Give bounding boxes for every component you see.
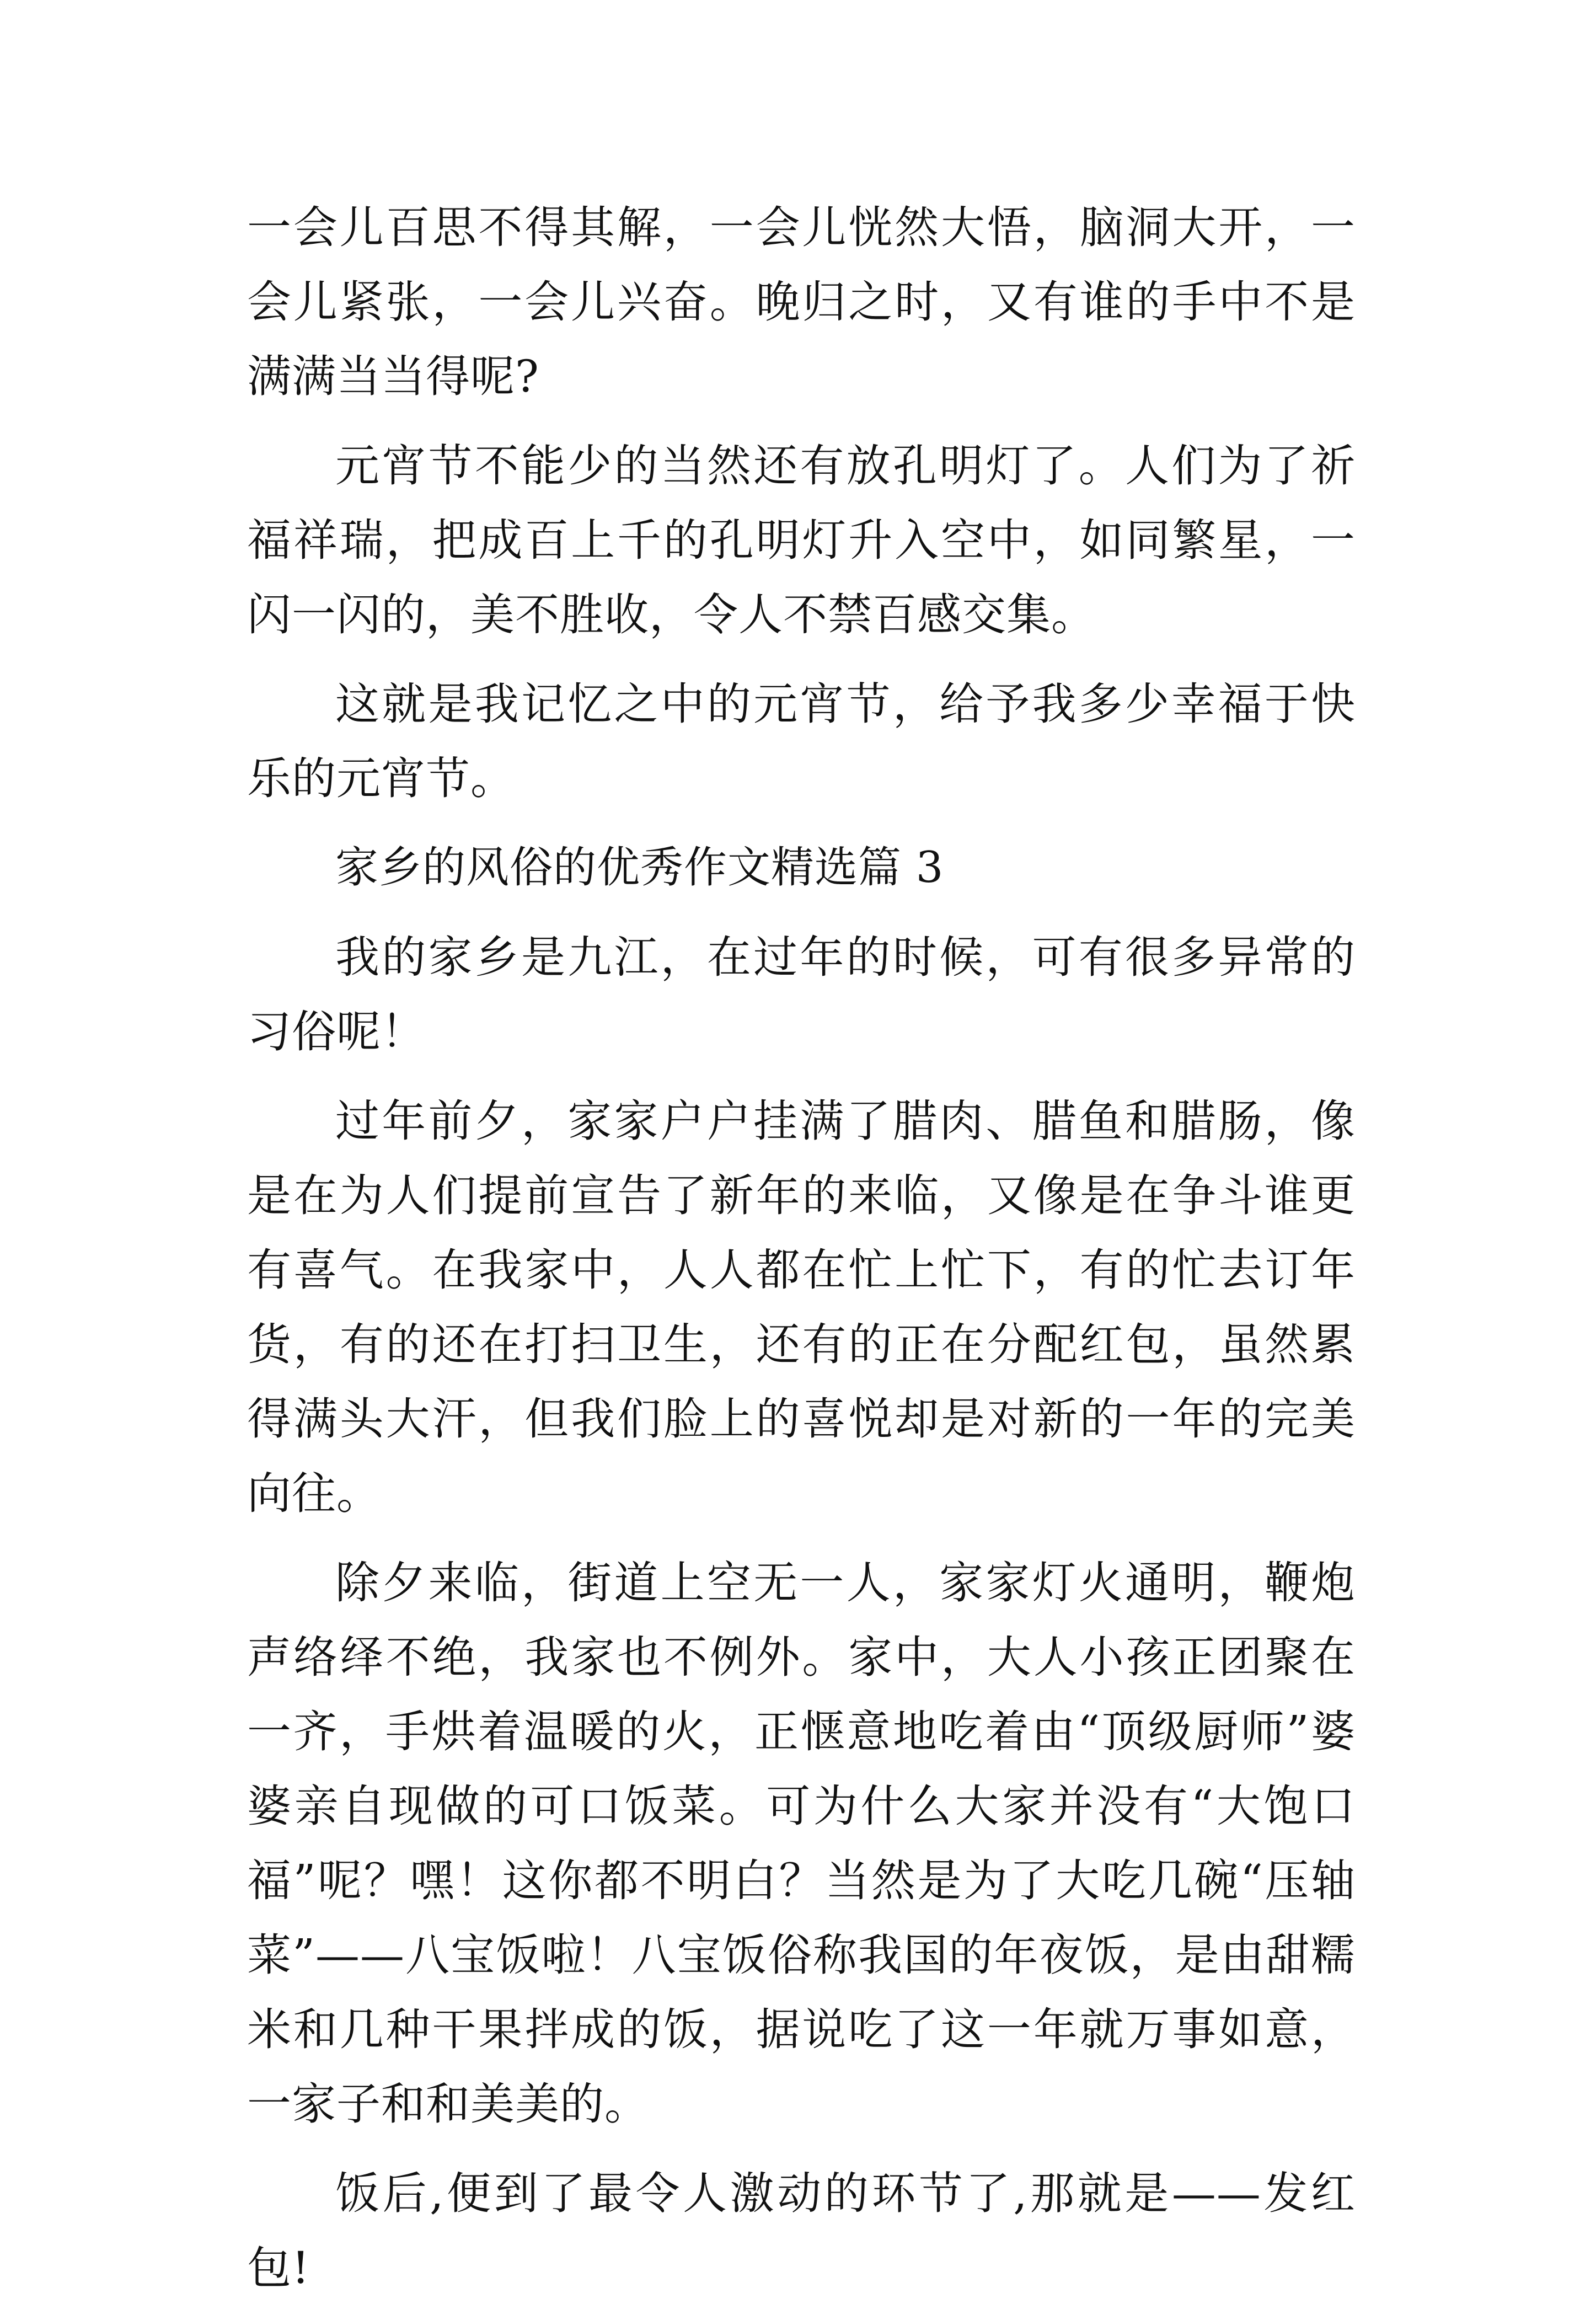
paragraph-kongming-lanterns: 元宵节不能少的当然还有放孔明灯了。人们为了祈福祥瑞，把成百上千的孔明灯升入空中，如同繁星，一闪一闪的，美不胜收，令人不禁百感交集。 [247, 440, 1356, 640]
paragraph-continuation: 一会儿百思不得其解，一会儿恍然大悟，脑洞大开，一会儿紧张，一会儿兴奋。晚归之时，又有谁的手中不是满满当当得呢? [247, 202, 1356, 402]
document-body [247, 190, 1356, 2320]
paragraph-new-year-eve-prep: 过年前夕，家家户户挂满了腊肉、腊鱼和腊肠，像是在为人们提前宣告了新年的来临，又像是在争斗谁更有喜气。在我家中，人人都在忙上忙下，有的忙去订年货，有的还在打扫卫生，还有的正在分配红包，虽然累得满头大汗，但我们脸上的喜悦却是对新的一年的完美向往。 [247, 1095, 1356, 1519]
paragraph-new-year-dinner: 除夕来临，街道上空无一人，家家灯火通明，鞭炮声络绎不绝，我家也不例外。家中，大人小孩正团聚在一齐，手烘着温暖的火，正惬意地吃着由“顶级厨师”婆婆亲自现做的可口饭菜。可为什么大家并没有“大饱口福”呢？嘿！这你都不明白？当然是为了大吃几碗“压轴菜”——八宝饭啦！八宝饭俗称我国的年夜饭，是由甜糯米和几种干果拌成的饭，据说吃了这一年就万事如意，一家子和和美美的。 [247, 1557, 1356, 2130]
section-heading: 家乡的风俗的优秀作文精选篇 3 [335, 843, 944, 892]
paragraph-hometown-intro: 我的家乡是九江，在过年的时候，可有很多异常的习俗呢！ [247, 932, 1356, 1057]
paragraph-lantern-festival-memory: 这就是我记忆之中的元宵节，给予我多少幸福于快乐的元宵节。 [247, 678, 1356, 804]
paragraph-red-envelopes: 饭后,便到了最令人激动的环节了,那就是——发红包! [247, 2168, 1356, 2294]
